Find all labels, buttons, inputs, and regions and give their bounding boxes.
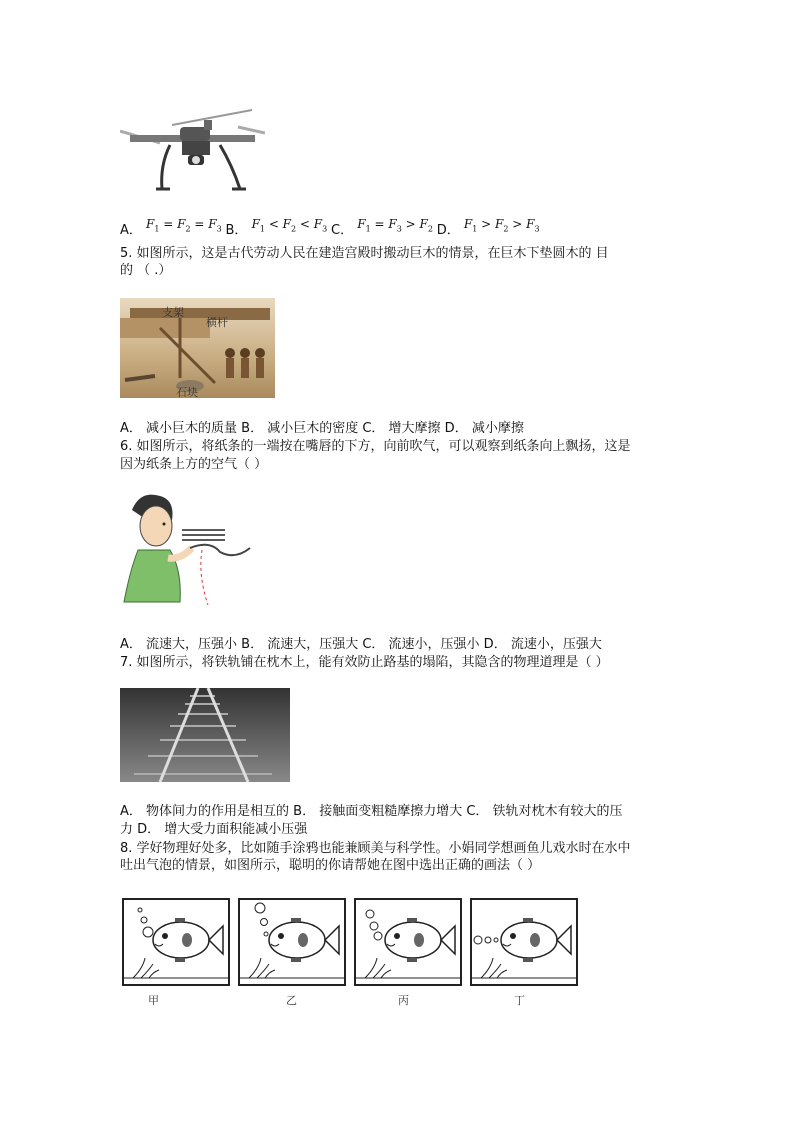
q5-stem-line2: 的 （ .） [120,263,172,278]
fish-panel-bing [355,899,461,985]
q8-stem-line1: 8. 学好物理好处多，比如随手涂鸦也能兼顾美与科学性。小娟同学想画鱼儿戏水时在水中 [120,841,631,856]
label-lever: 横杆 [206,316,228,329]
q4-options [120,217,540,243]
q8-stem-line2: 吐出气泡的情景，如图所示，聪明的你请帮她在图中选出正确的画法（ ） [120,858,541,873]
q6-stem-line1: 6. 如图所示，将纸条的一端按在嘴唇的下方，向前吹气，可以观察到纸条向上飘扬，这是 [120,439,631,454]
label-stone: 石块 [176,386,198,399]
option-a-label: A． [120,223,142,238]
option-d-label: D． [436,223,460,238]
drone-figure [120,105,265,195]
q7-options-line2: 力 D． 增大受力面积能减小压强 [120,822,308,837]
fish-panel-yi [239,899,345,985]
panel-label-ding: 丁 [514,994,525,1007]
railway-track-figure [120,688,290,782]
fish-panel-ding [471,899,577,985]
q5-options: A． 减小巨木的质量 B． 减小巨木的密度 C． 增大摩擦 D． 减小摩擦 [120,421,524,436]
formula-a: $F_1 = F_2 = F_3$ [146,217,222,234]
q7-options-line1: A． 物体间力的作用是相互的 B． 接触面变粗糙摩擦力增大 C． 铁轨对枕木有较大的压 [120,804,623,819]
panel-label-jia: 甲 [148,994,159,1007]
boy-blowing-figure [120,490,260,610]
q6-options: A． 流速大，压强小 B． 流速大，压强大 C． 流速小，压强小 D． 流速小，压强大 [120,637,602,652]
label-support: 支架 [162,306,184,319]
formula-b: $F_1 < F_2 < F_3$ [251,217,328,234]
option-c-label: C． [331,223,354,238]
q7-stem: 7. 如图所示，将铁轨铺在枕木上，能有效防止路基的塌陷，其隐含的物理道理是（ ） [120,655,609,670]
q6-stem-line2: 因为纸条上方的空气（ ） [120,457,268,472]
q5-stem-line1: 5. 如图所示，这是古代劳动人民在建造宫殿时搬动巨木的情景，在巨木下垫圆木的 目 [120,246,609,261]
panel-label-yi: 乙 [286,994,297,1007]
fish-panel-jia [123,899,229,985]
panel-label-bing: 丙 [398,994,409,1007]
formula-d: $F_1 > F_2 > F_3$ [463,217,540,234]
giant-wood-figure [120,298,275,398]
formula-c: $F_1 = F_3 > F_2$ [357,217,433,234]
option-b-label: B． [225,223,248,238]
fish-panels-figure [122,898,580,988]
